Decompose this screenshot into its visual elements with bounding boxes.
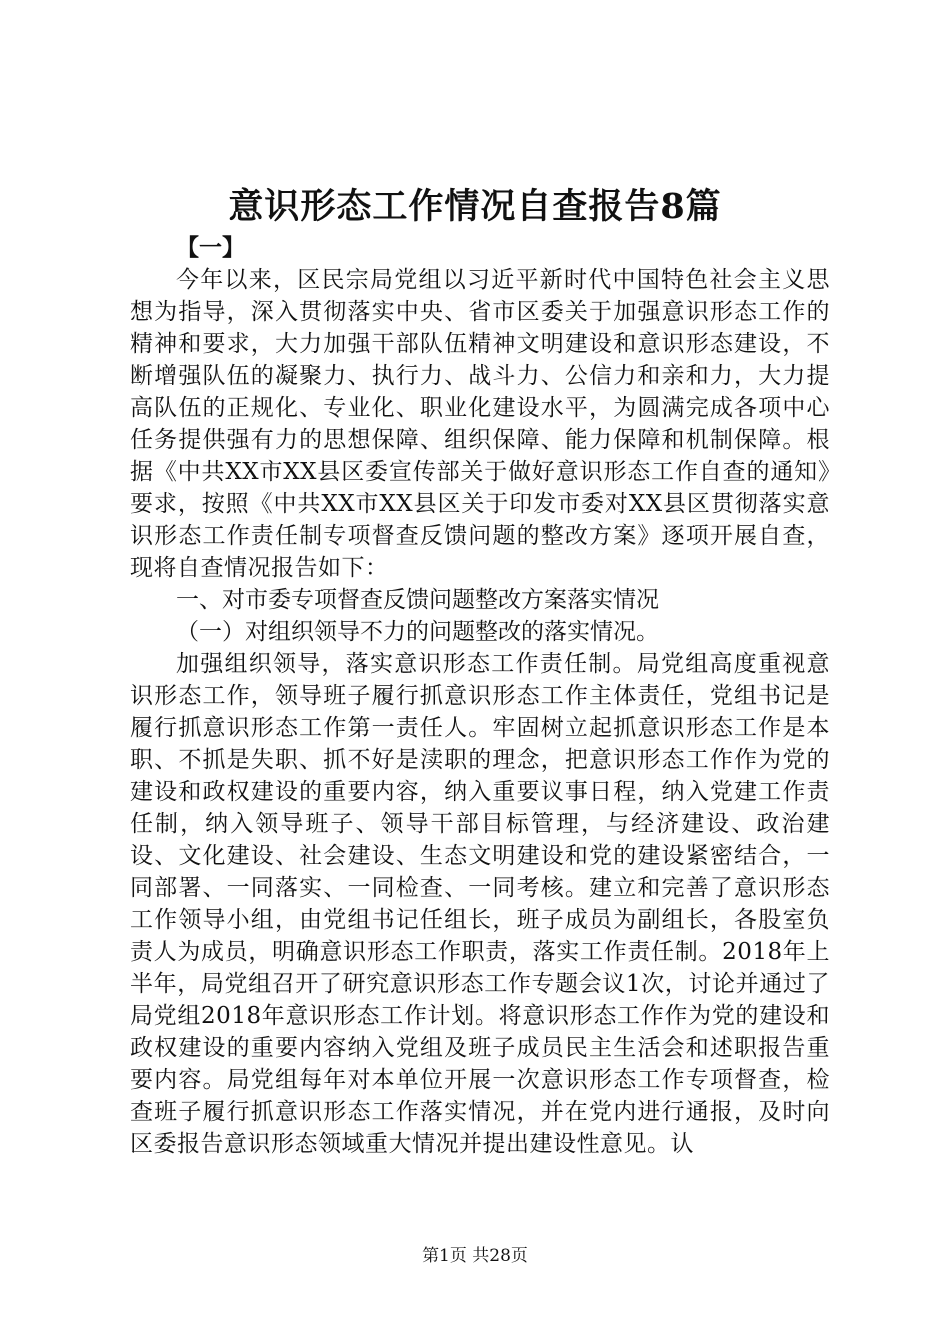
paragraph-body: 加强组织领导，落实意识形态工作责任制。局党组高度重视意识形态工作，领导班子履行抓意识形态工作主体责任，党组书记是履行抓意识形态工作第一责任人。牢固树立起抓意识形态工作是本职、不抓是失职、抓不好是渎职的理念，把意识形态工作作为党的建设和政权建设的重要内容，纳入重要议事日程，纳入党建工作责任制，纳入领导班子、领导干部目标管理，与经济建设、政治建设、文化建设、社会建设、生态文明建设和党的建设紧密结合，一同部署、一同落实、一同检查、一同考核。建立和完善了意识形态工作领导小组，由党组书记任组长，班子成员为副组长，各股室负责人为成员，明确意识形态工作职责，落实工作责任制。2018年上半年，局党组召开了研究意识形态工作专题会议1次，讨论并通过了局党组2018年意识形态工作计划。将意识形态工作作为党的建设和政权建设的重要内容纳入党组及班子成员民主生活会和述职报告重要内容。局党组每年对本单位开展一次意识形态工作专项督查，检查班子履行抓意识形态工作落实情况，并在党内进行通报，及时向区委报告意识形态领域重大情况并提出建设性意见。认 — [130, 651, 830, 1157]
document-title: 意识形态工作情况自查报告8篇 — [228, 186, 722, 227]
section-heading: 一、对市委专项督查反馈问题整改方案落实情况 — [176, 587, 659, 613]
document-body — [130, 232, 830, 1160]
paragraph-intro: 今年以来，区民宗局党组以习近平新时代中国特色社会主义思想为指导，深入贯彻落实中央、省市区委关于加强意识形态工作的精神和要求，大力加强干部队伍精神文明建设和意识形态建设，不断增强队伍的凝聚力、执行力、战斗力、公信力和亲和力，大力提高队伍的正规化、专业化、职业化建设水平，为圆满完成各项中心任务提供强有力的思想保障、组织保障、能力保障和机制保障。根据《中共XX市XX县区委宣传部关于做好意识形态工作自查的通知》要求，按照《中共XX市XX县区关于印发市委对XX县区贯彻落实意识形态工作责任制专项督查反馈问题的整改方案》逐项开展自查，现将自查情况报告如下： — [130, 267, 830, 581]
page-footer: 第1页 共28页 — [422, 1246, 528, 1266]
subsection-heading: （一）对组织领导不力的问题整改的落实情况。 — [176, 619, 659, 645]
section-label: 【一】 — [176, 234, 245, 261]
